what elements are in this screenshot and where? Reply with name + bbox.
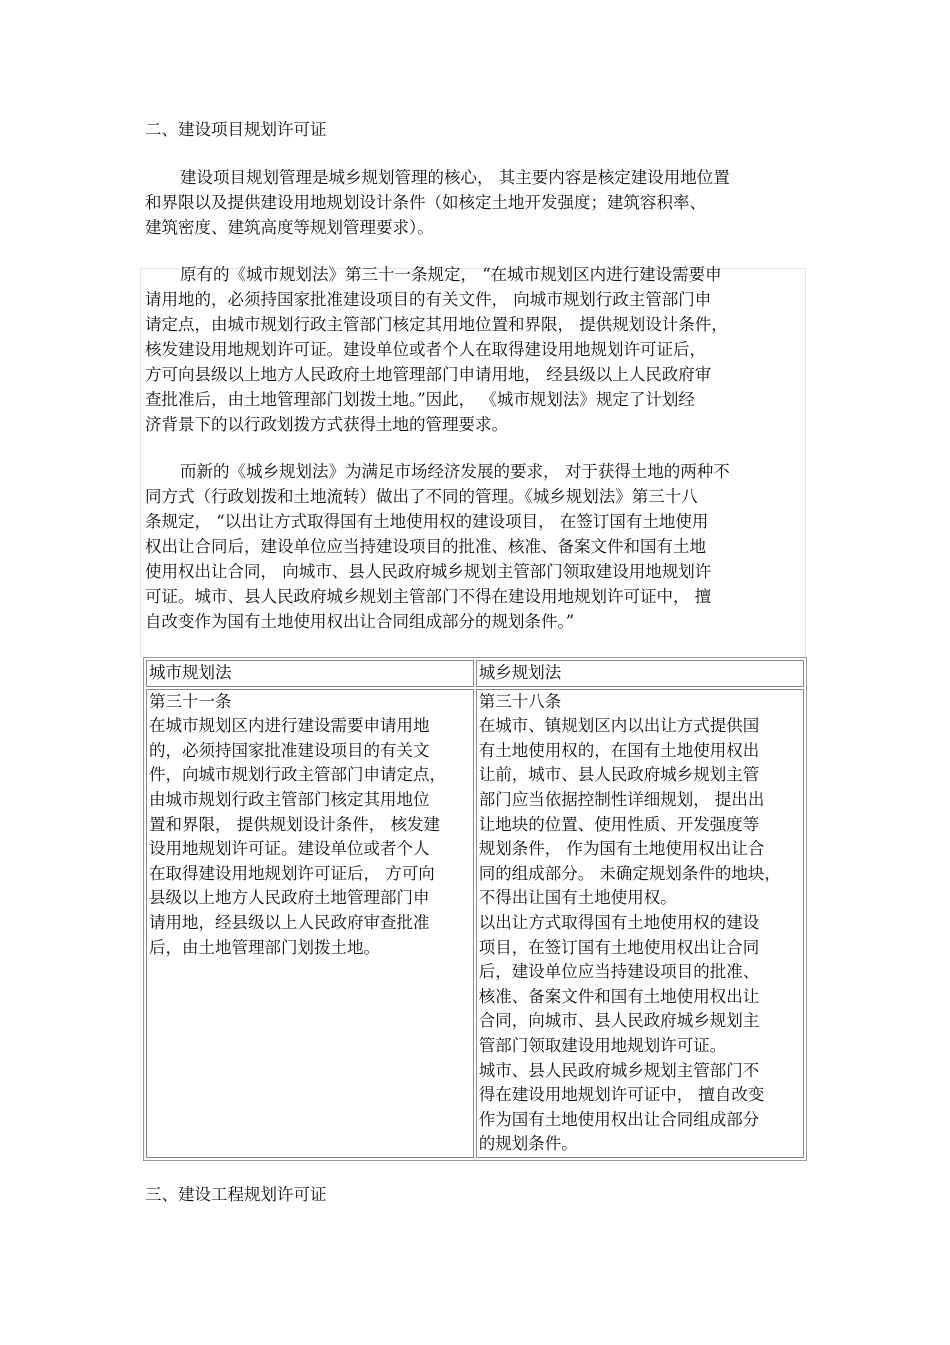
new-law-cell-line: 部门应当依据控制性详细规划， 提出出 (478, 789, 765, 809)
old-law-cell-line: 的，必须持国家批准建设项目的有关文 (149, 740, 430, 760)
new-law-cell-line: 项目，在签订国有土地使用权出让合同 (478, 937, 760, 957)
new-law-cell-line: 得在建设用地规划许可证中， 擅自改变 (478, 1085, 765, 1105)
new-law-cell-line: 核准、备案文件和国有土地使用权出让 (478, 986, 760, 1006)
new-law-cell-line: 第三十八条 (478, 691, 562, 711)
old-law-line-5: 方可向县级以上地方人民政府土地管理部门申请用地， 经县级以上人民政府审 (145, 365, 712, 384)
new-law-cell-line: 规划条件， 作为国有土地使用权出让合 (478, 839, 765, 859)
old-law-cell-line: 置和界限， 提供规划设计条件， 核发建 (149, 814, 440, 834)
old-law-cell-line: 设用地规划许可证。建设单位或者个人 (149, 839, 430, 859)
new-law-cell-line: 管部门领取建设用地规划许可证。 (478, 1035, 727, 1055)
new-law-cell-line: 在城市、镇规划区内以出让方式提供国 (478, 716, 760, 736)
table-header-old-law: 城市规划法 (146, 660, 474, 687)
new-law-line-2: 同方式（行政划拨和土地流转）做出了不同的管理。《城乡规划法》第三十八 (145, 487, 698, 506)
new-law-cell-line: 的规划条件。 (478, 1134, 578, 1154)
old-law-line-4: 核发建设用地规划许可证。建设单位或者个人在取得建设用地规划许可证后， (145, 340, 706, 359)
table-header-new-law: 城乡规划法 (476, 660, 804, 687)
old-law-cell-line: 由城市规划行政主管部门核定其用地位 (149, 789, 430, 809)
comparison-table (143, 657, 807, 1161)
new-law-line-7: 自改变作为国有土地使用权出让合同组成部分的规划条件。” (145, 612, 575, 631)
intro-line-3: 建筑密度、建筑高度等规划管理要求）。 (145, 218, 434, 237)
section-heading-3: 三、建设工程规划许可证 (145, 1185, 327, 1204)
new-law-cell-line: 让地块的位置、使用性质、开发强度等 (478, 814, 760, 834)
table-row (146, 689, 804, 1158)
old-law-line-6: 查批准后，由土地管理部门划拨土地。”因此， 《城市规划法》规定了计划经 (145, 390, 695, 409)
intro-line-2: 和界限以及提供建设用地规划设计条件（如核定土地开发强度；建筑容积率、 (145, 193, 706, 212)
old-law-line-2: 请用地的，必须持国家批准建设项目的有关文件， 向城市规划行政主管部门申 (145, 290, 712, 309)
old-law-cell-line: 在城市规划区内进行建设需要申请用地 (149, 716, 430, 736)
old-law-cell-line: 第三十一条 (149, 691, 232, 711)
new-law-cell-line: 有土地使用权的，在国有土地使用权出 (478, 740, 760, 760)
new-law-cell-line: 以出让方式取得国有土地使用权的建设 (478, 912, 760, 932)
new-law-line-4: 权出让合同后，建设单位应当持建设项目的批准、核准、备案文件和国有土地 (145, 537, 706, 556)
new-law-cell-line: 城市、县人民政府城乡规划主管部门不 (478, 1060, 760, 1080)
new-law-cell-line: 让前，城市、县人民政府城乡规划主管 (478, 765, 760, 785)
intro-line-1: 建设项目规划管理是城乡规划管理的核心， 其主要内容是核定建设用地位置 (180, 168, 730, 187)
new-law-cell-line: 后，建设单位应当持建设项目的批准、 (478, 962, 760, 982)
new-law-cell-line: 不得出让国有土地使用权。 (478, 888, 677, 908)
section-heading-2: 二、建设项目规划许可证 (145, 120, 327, 139)
new-law-cell-line: 同的组成部分。 未确定规划条件的地块， (478, 863, 781, 883)
new-law-cell-line: 作为国有土地使用权出让合同组成部分 (478, 1109, 760, 1129)
new-law-line-3: 条规定， “以出让方式取得国有土地使用权的建设项目， 在签订国有土地使用 (145, 512, 709, 531)
old-law-cell (146, 689, 474, 1158)
new-law-cell-line: 合同，向城市、县人民政府城乡规划主 (478, 1011, 760, 1031)
old-law-cell-line: 请用地，经县级以上人民政府审查批准 (149, 912, 430, 932)
new-law-line-5: 使用权出让合同， 向城市、县人民政府城乡规划主管部门领取建设用地规划许 (145, 562, 712, 581)
new-law-line-1: 而新的《城乡规划法》为满足市场经济发展的要求， 对于获得土地的两种不 (180, 462, 730, 481)
table-header-row (146, 660, 804, 687)
old-law-cell-line: 件，向城市规划行政主管部门申请定点， (149, 765, 446, 785)
old-law-line-3: 请定点，由城市规划行政主管部门核定其用地位置和界限， 提供规划设计条件， (145, 315, 728, 334)
old-law-cell-line: 后，由土地管理部门划拨土地。 (149, 937, 380, 957)
old-law-cell-line: 在取得建设用地规划许可证后， 方可向 (149, 863, 435, 883)
old-law-line-1: 原有的《城市规划法》第三十一条规定， “在城市规划区内进行建设需要申 (180, 265, 722, 284)
new-law-cell (476, 689, 804, 1158)
new-law-line-6: 可证。城市、县人民政府城乡规划主管部门不得在建设用地规划许可证中， 擅 (145, 587, 712, 606)
old-law-cell-line: 县级以上地方人民政府土地管理部门申 (149, 888, 430, 908)
old-law-line-7: 济背景下的以行政划拨方式获得土地的管理要求。 (145, 415, 508, 434)
